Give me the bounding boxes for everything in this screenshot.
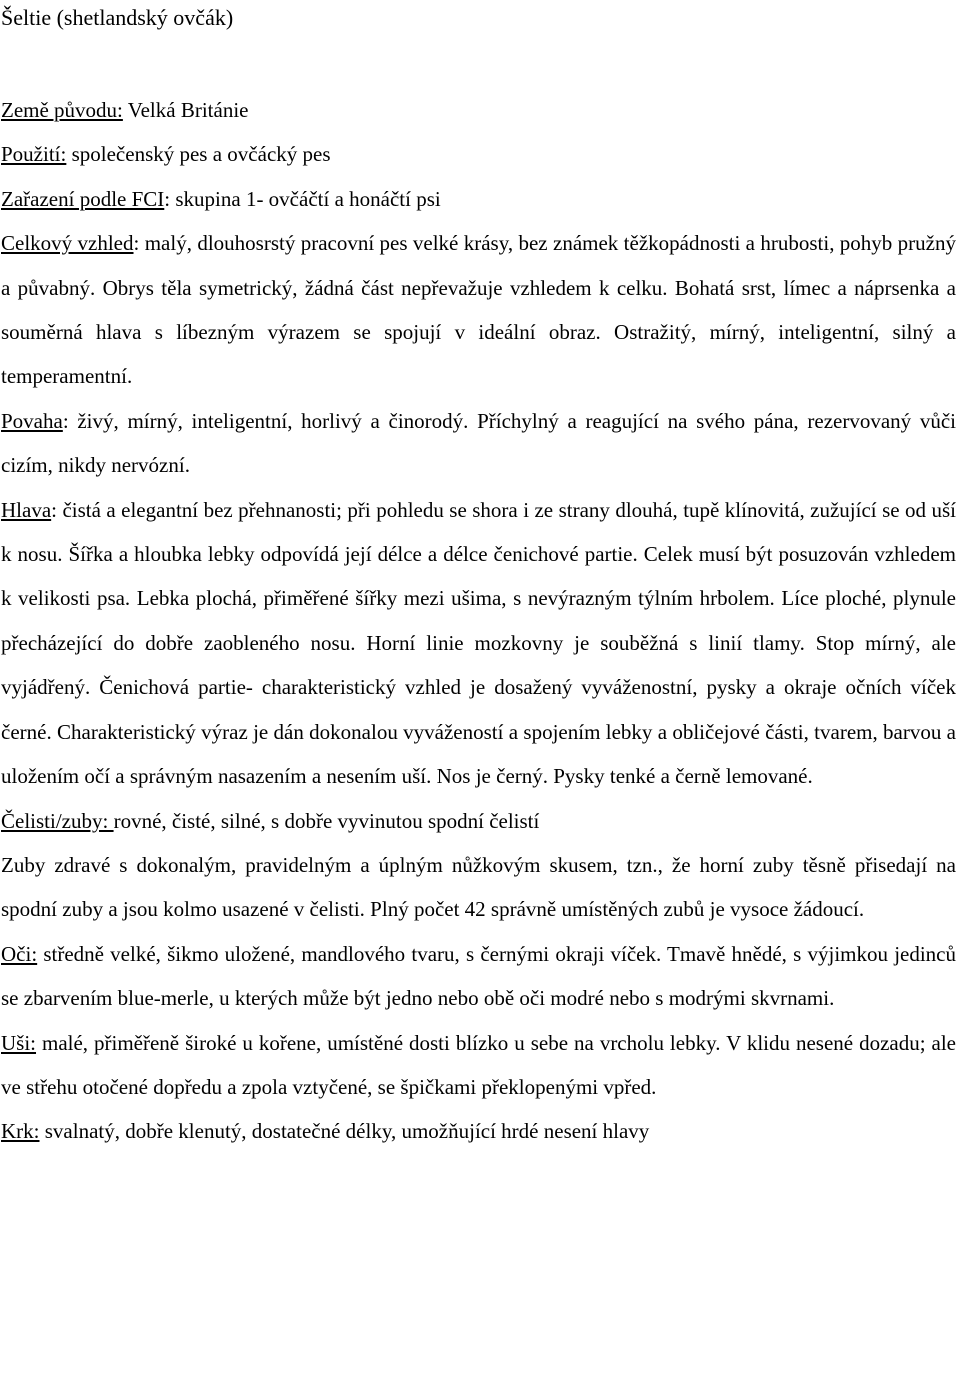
paragraph-country-of-origin <box>1 88 956 132</box>
label-eyes: Oči: <box>1 941 38 966</box>
paragraph-temperament <box>1 399 956 488</box>
paragraph-neck <box>1 1109 956 1153</box>
paragraph-jaws-teeth <box>1 799 956 843</box>
paragraph-fci-classification <box>1 177 956 221</box>
text-head: : čistá a elegantní bez přehnanosti; při pohledu se shora i ze strany dlouhá, tupě klínovitá, zužující se od uší k nosu. Šířka a hloubka lebky odpovídá její délce a délce čenichové partie. Celek musí být posuzován vzhledem k velikosti psa. Lebka plochá, přiměřené šířky mezi ušima, s nevýrazným týlním hrbolem. Líce ploché, plynule přecházející do dobře zaobleného nosu. Horní linie mozkovny je souběžná s linií tlamy. Stop mírný, ale vyjádřený. Čenichová partie- charakteristický vzhled je dosažený vyváženostní, pysky a okraje očních víček černé. Charakteristický výraz je dán dokonalou vyvážeností a spojením lebky a obličejové části, tvarem, barvou a uložením očí a správným nasazením a nesením uší. Nos je černý. Pysky tenké a černě lemované. <box>1 497 956 789</box>
paragraph-teeth <box>1 843 956 932</box>
label-jaws-teeth: Čelisti/zuby: <box>1 808 114 833</box>
text-neck: svalnatý, dobře klenutý, dostatečné délky, umožňující hrdé nesení hlavy <box>39 1119 650 1144</box>
document-page <box>1 0 956 1154</box>
text-jaws-teeth: rovné, čisté, silné, s dobře vyvinutou spodní čelistí <box>113 808 540 833</box>
paragraph-general-appearance <box>1 221 956 399</box>
text-ears: malé, přiměřeně široké u kořene, umístěné dosti blízko u sebe na vrcholu lebky. V klidu nesené dozadu; ale ve střehu otočené dopředu a zpola vztyčené, se špičkami překlopenými vpřed. <box>1 1030 956 1099</box>
label-ears: Uši: <box>1 1030 37 1055</box>
label-temperament: Povaha <box>1 408 63 433</box>
document-title: Šeltie (shetlandský ovčák) <box>1 5 234 30</box>
text-country-of-origin: Velká Británie <box>122 98 249 122</box>
paragraph-ears <box>1 1021 956 1110</box>
text-general-appearance: : malý, dlouhosrstý pracovní pes velké krásy, bez známek těžkopádnosti a hrubosti, pohyb pružný a půvabný. Obrys těla symetrický, žádná část nepřevažuje vzhledem k celku. Bohatá srst, límec a náprsenka a souměrná hlava s líbezným výrazem se spojují v ideální obraz. Ostražitý, mírný, inteligentní, silný a temperamentní. <box>1 231 956 389</box>
label-neck: Krk: <box>1 1119 40 1144</box>
text-temperament: : živý, mírný, inteligentní, horlivý a činorodý. Příchylný a reagující na svého pána, rezervovaný vůči cizím, nikdy nervózní. <box>1 408 956 478</box>
label-head: Hlava <box>1 497 52 522</box>
label-fci-classification: Zařazení podle FCI <box>1 186 165 211</box>
label-country-of-origin: Země původu: <box>1 98 123 122</box>
text-usage: společenský pes a ovčácký pes <box>66 142 331 167</box>
paragraph-head <box>1 488 956 799</box>
paragraph-eyes <box>1 932 956 1021</box>
text-fci-classification: : skupina 1- ovčáčtí a honáčtí psi <box>164 186 441 211</box>
text-eyes: středně velké, šikmo uložené, mandlového tvaru, s černými okraji víček. Tmavě hnědé, s výjimkou jedinců se zbarvením blue-merle, u kterých může být jedno nebo obě oči modré nebo s modrými skvrnami. <box>1 941 956 1011</box>
paragraph-usage <box>1 132 956 176</box>
label-usage: Použití: <box>1 142 67 167</box>
label-general-appearance: Celkový vzhled <box>1 231 134 256</box>
text-teeth: Zuby zdravé s dokonalým, pravidelným a úplným nůžkovým skusem, tzn., že horní zuby těsně přisedají na spodní zuby a jsou kolmo usazené v čelisti. Plný počet 42 správně umístěných zubů je vysoce žádoucí. <box>1 852 956 922</box>
